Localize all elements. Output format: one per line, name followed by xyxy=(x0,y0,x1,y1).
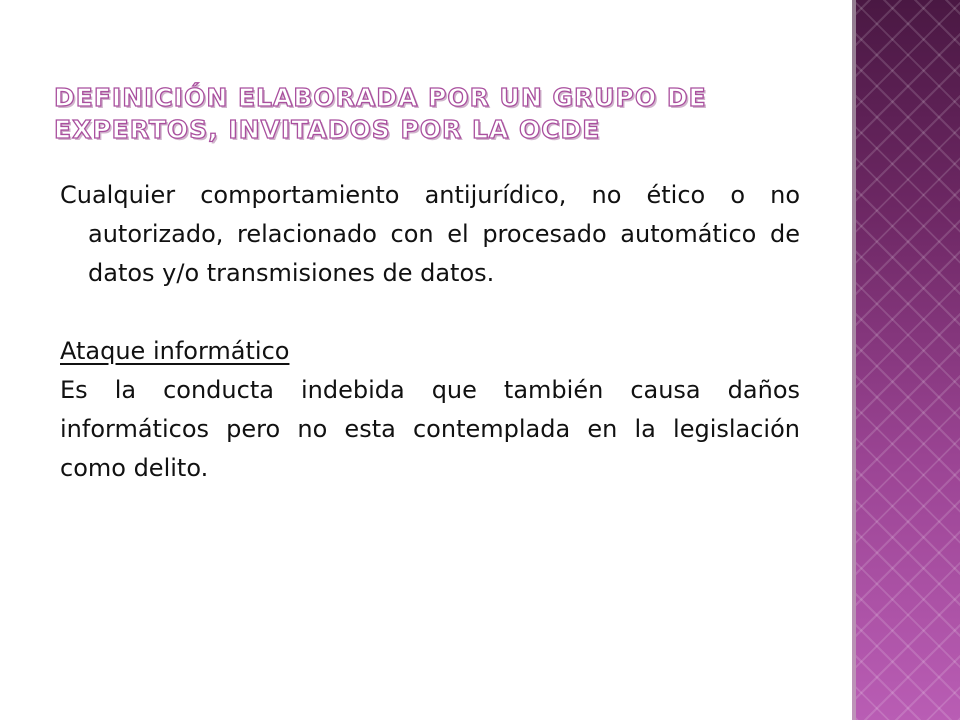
definition-paragraph: Cualquier comportamiento antijurídico, no ético o no autorizado, relacionado con el procesado automático de datos y/o transmisiones de datos. xyxy=(60,181,800,287)
attack-definition-paragraph: Es la conducta indebida que también causa daños informáticos pero no esta contemplada en la legislación como delito. xyxy=(60,376,800,482)
paragraph-spacer xyxy=(60,293,800,332)
slide-body xyxy=(60,176,800,488)
slide-title: DEFINICIÓN ELABORADA POR UN GRUPO DE EXPERTOS, INVITADOS POR LA OCDE xyxy=(54,83,707,144)
decorative-side-band xyxy=(856,0,960,720)
subheading-ataque-informatico: Ataque informático xyxy=(60,337,290,365)
